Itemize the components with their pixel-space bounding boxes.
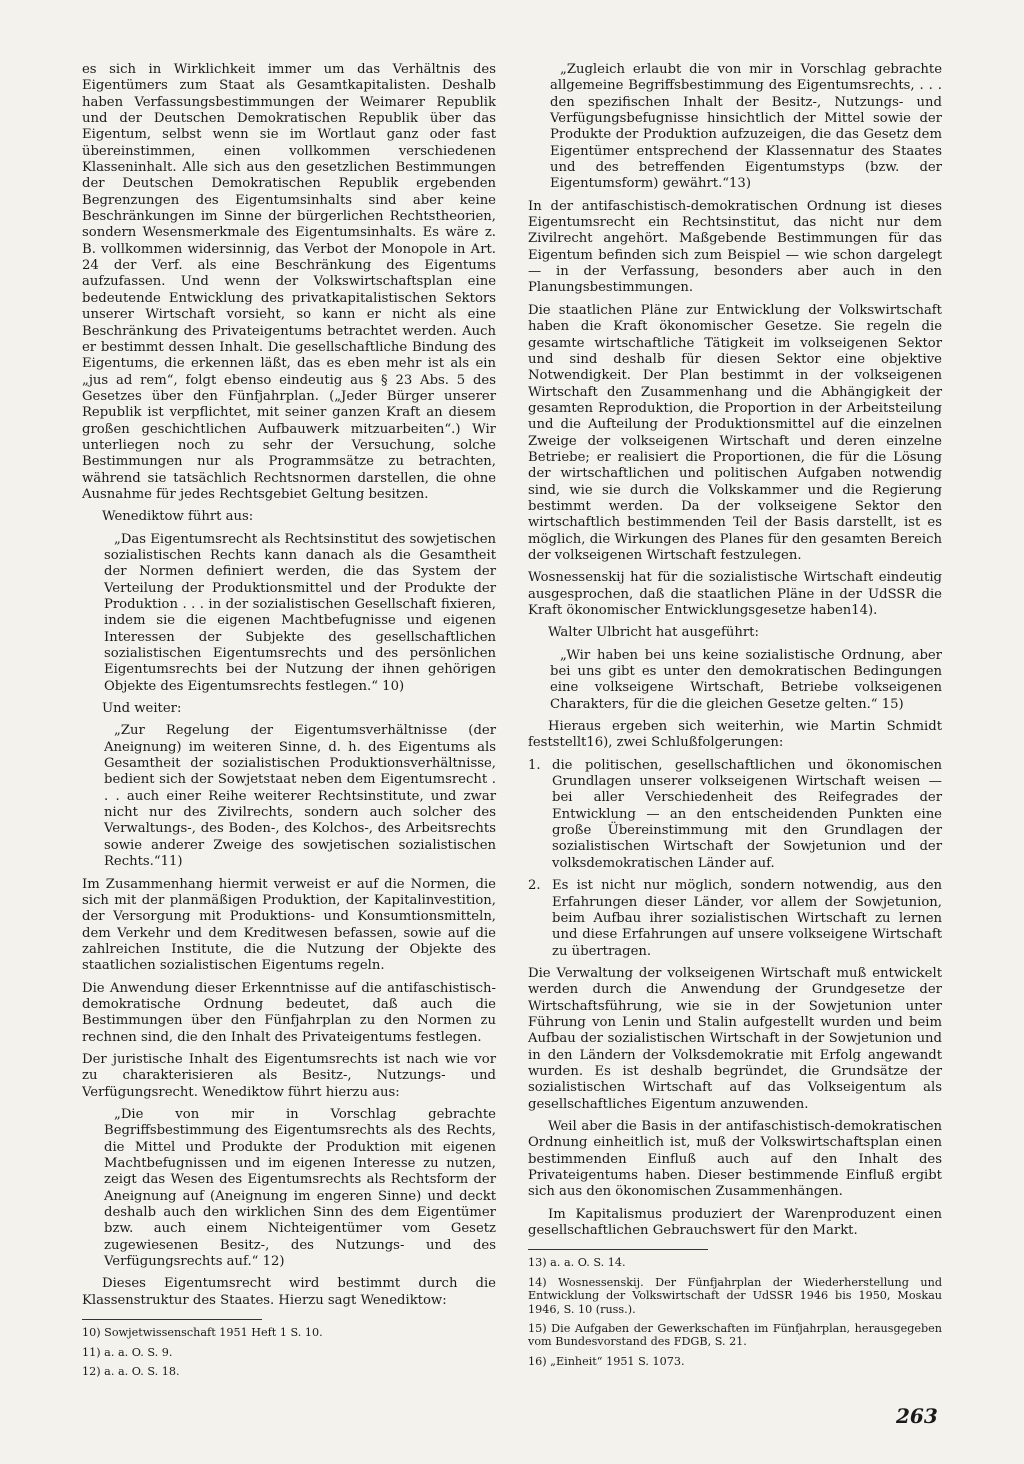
- paragraph: Die Anwendung dieser Erkenntnisse auf die antifaschistisch-demokratische Ordnung bedeutet, daß auch die Bestimmungen über den Fünfjahrplan zu den Normen zu rechnen sind, die den Inhalt des Privateigentums festlegen.: [82, 980, 496, 1045]
- page-number: 263: [896, 1404, 938, 1428]
- list-text: die politischen, gesellschaftlichen und ökonomischen Grundlagen unserer volkseigenen Wirtschaft weisen — bei aller Verschiedenheit des Reifegrades der Entwicklung — an den entscheidenden Punkten eine große Übereinstimmung mit den Grundlagen der sozialistischen Wirtschaft der Sowjetunion und der volksdemokratischen Länder auf.: [552, 757, 942, 871]
- footnote: 13) a. a. O. S. 14.: [528, 1256, 626, 1270]
- paragraph: Im Zusammenhang hiermit verweist er auf die Normen, die sich mit der planmäßigen Produktion, der Kapitalinvestition, der Versorgung mit Produktions- und Konsumtionsmitteln, dem Verkehr und dem Kreditwesen befassen, sowie auf die zahlreichen Institute, die die Nutzung der Objekte des staatlichen sozialistischen Eigentums regeln.: [82, 876, 496, 974]
- footnote: 10) Sowjetwissenschaft 1951 Heft 1 S. 10.: [82, 1326, 323, 1340]
- list-item: [528, 758, 942, 872]
- footnote-rule: [82, 1319, 262, 1320]
- list-number: 2.: [528, 878, 541, 894]
- block-quote: „Das Eigentumsrecht als Rechtsinstitut des sowjetischen sozialistischen Rechts kann danach als die Gesamtheit der Normen definiert werden, die das System der Verteilung der Produktionsmittel und der Produkte der Produktion . . . in der sozialistischen Gesellschaft fixieren, indem sie die eigenen Machtbefugnisse und eigenen Interessen der Subjekte des gesellschaftlichen sozialistischen Eigentumsrechts und des persönlichen Eigentumsrechts bei der Nutzung der ihnen gehörigen Objekte des Eigentumsrechts festlegen.“ 10): [104, 531, 496, 694]
- paragraph: Walter Ulbricht hat ausgeführt:: [548, 625, 759, 641]
- paragraph: Weil aber die Basis in der antifaschistisch-demokratischen Ordnung einheitlich ist, muß der Volkswirtschaftsplan einen bestimmenden Einfluß auch auf den Inhalt des Privateigentums haben. Dieser bestimmende Einfluß ergibt sich aus den ökonomischen Zusammenhängen.: [528, 1118, 942, 1200]
- paragraph: Wenediktow führt aus:: [102, 509, 254, 525]
- paragraph: In der antifaschistisch-demokratischen Ordnung ist dieses Eigentumsrecht ein Rechtsinstitut, das nicht nur dem Zivilrecht angehört. Maßgebende Bestimmungen für das Eigentum befinden sich zum Beispiel — wie schon dargelegt — in der Verfassung, besonders aber auch in den Planungsbestimmungen.: [528, 198, 942, 296]
- left-column: [82, 62, 496, 1384]
- paragraph: Wosnessenskij hat für die sozialistische Wirtschaft eindeutig ausgesprochen, daß die staatlichen Pläne in der UdSSR die Kraft ökonomischer Entwicklungsgesetze haben14).: [528, 570, 942, 618]
- block-quote: „Zur Regelung der Eigentumsverhältnisse (der Aneignung) im weiteren Sinne, d. h. des Eigentums als Gesamtheit der sozialistischen Produktionsverhältnisse, bedient sich der Sowjetstaat neben dem Eigentumsrecht . . . auch einer Reihe weiterer Rechtsinstitute, und zwar nicht nur des Zivilrechts, sondern auch solcher des Verwaltungs-, des Boden-, des Kolchos-, des Arbeitsrechts sowie anderer Zweige des sowjetischen sozialistischen Rechts.“11): [104, 723, 496, 870]
- paragraph: Die staatlichen Pläne zur Entwicklung der Volkswirtschaft haben die Kraft ökonomischer Gesetze. Sie regeln die gesamte wirtschaftliche Tätigkeit im volkseigenen Sektor und sind deshalb für diesen Sektor eine objektive Notwendigkeit. Der Plan bestimmt in der volkseigenen Wirtschaft den Zusammenhang und die Abhängigkeit der gesamten Reproduktion, die Proportion in der Arbeitsteilung und die Aufteilung der Produktionsmittel auf die einzelnen Zweige der volkseigenen Wirtschaft und deren einzelne Betriebe; er realisiert die Proportionen, die für die Lösung der wirtschaftlichen und politischen Aufgaben notwendig sind, wie sie durch die Volkskammer und die Regierung bestimmt werden. Da der volkseigene Sektor den wirtschaftlich bestimmenden Teil der Basis darstellt, ist es möglich, die Wirkungen des Planes für den gesamten Bereich der volkseigenen Wirtschaft festzulegen.: [528, 302, 942, 563]
- block-quote: „Wir haben bei uns keine sozialistische Ordnung, aber bei uns gibt es unter den demokratischen Bedingungen eine volkseigene Wirtschaft, Betriebe volkseigenen Charakters, für die die gleichen Gesetze gelten.“ 15): [550, 647, 942, 712]
- footnote: 16) „Einheit“ 1951 S. 1073.: [528, 1354, 685, 1368]
- paragraph: es sich in Wirklichkeit immer um das Verhältnis des Eigentümers zum Staat als Gesamtkapitalisten. Deshalb haben Verfassungsbestimmungen der Weimarer Republik und der Deutschen Demokratischen Republik über das Eigentum, selbst wenn sie im Wortlaut ganz oder fast übereinstimmen, einen vollkommen verschiedenen Klasseninhalt. Alle sich aus den gesetzlichen Bestimmungen der Deutschen Demokratischen Republik ergebenden Begrenzungen des Eigentumsinhalts sind aber keine Beschränkungen im Sinne der bürgerlichen Rechtstheorien, sondern Wesensmerkmale des Eigentumsinhalts. Es wäre z. B. vollkommen widersinnig, das Verbot der Monopole in Art. 24 der Verf. als eine Beschränkung des Eigentums aufzufassen. Und wenn der Volkswirtschaftsplan eine bedeutende Entwicklung des privatkapitalistischen Sektors unserer Wirtschaft vorsieht, so kann er nicht als eine Beschränkung des Privateigentums betrachtet werden. Auch er bestimmt dessen Inhalt. Die gesellschaftliche Bindung des Eigentums, die erkennen läßt, das es eben mehr ist als ein „jus ad rem“, folgt ebenso eindeutig aus § 23 Abs. 5 des Gesetzes über den Fünfjahrplan. („Jeder Bürger unserer Republik ist verpflichtet, mit seiner ganzen Kraft an diesem großen geschichtlichen Aufbauwerk mitzuarbeiten“.) Wir unterliegen noch zu sehr der Versuchung, solche Bestimmungen nur als Programmsätze zu betrachten, während sie tatsächlich Rechtsnormen darstellen, die ohne Ausnahme für jedes Rechtsgebiet Geltung besitzen.: [82, 62, 496, 502]
- paragraph: Der juristische Inhalt des Eigentumsrechts ist nach wie vor zu charakterisieren als Besitz-, Nutzungs- und Verfügungsrecht. Wenediktow führt hierzu aus:: [82, 1051, 496, 1100]
- list-number: 1.: [528, 757, 541, 773]
- footnote: 14) Wosnessenskij. Der Fünfjahrplan der Wiederherstellung und Entwicklung der Volkswirtschaft der UdSSR 1946 bis 1950, Moskau 1946, S. 10 (russ.).: [528, 1275, 942, 1316]
- footnote-rule: [528, 1249, 708, 1250]
- list-item: [528, 878, 942, 960]
- footnote: 12) a. a. O. S. 18.: [82, 1364, 180, 1378]
- footnotes-left: [82, 1319, 496, 1378]
- right-column: [528, 62, 942, 1374]
- paragraph: Dieses Eigentumsrecht wird bestimmt durch die Klassenstruktur des Staates. Hierzu sagt Wenediktow:: [82, 1276, 496, 1308]
- block-quote: „Zugleich erlaubt die von mir in Vorschlag gebrachte allgemeine Begriffsbestimmung des Eigentumsrechts, . . . den spezifischen Inhalt der Besitz-, Nutzungs- und Verfügungsbefugnisse hinsichtlich der Mittel sowie der Produkte der Produktion aufzuzeigen, die das Gesetz dem Eigentümer entsprechend der Klassennatur des Staates und des betreffenden Eigentumstyps (bzw. der Eigentumsform) gewährt.“13): [550, 62, 942, 192]
- paragraph: Die Verwaltung der volkseigenen Wirtschaft muß entwickelt werden durch die Anwendung der Grundgesetze der Wirtschaftsführung, wie sie in der Sowjetunion unter Führung von Lenin und Stalin aufgestellt wurden und beim Aufbau der sozialistischen Wirtschaft in der Sowjetunion und in den Ländern der Volksdemokratie mit Erfolg angewandt wurden. Es ist deshalb begründet, die Grundsätze der sozialistischen Wirtschaft auf das Volkseigentum als gesellschaftliches Eigentum anzuwenden.: [528, 965, 942, 1112]
- paragraph: Und weiter:: [102, 701, 182, 717]
- footnote: 11) a. a. O. S. 9.: [82, 1345, 173, 1359]
- footnote: 15) Die Aufgaben der Gewerkschaften im Fünfjahrplan, herausgegeben vom Bundesvorstand des FDGB, S. 21.: [528, 1322, 942, 1349]
- paragraph: Im Kapitalismus produziert der Warenproduzent einen gesellschaftlichen Gebrauchswert für den Markt.: [528, 1206, 942, 1239]
- paragraph: Hieraus ergeben sich weiterhin, wie Martin Schmidt feststellt16), zwei Schlußfolgerungen:: [528, 719, 942, 751]
- list-text: Es ist nicht nur möglich, sondern notwendig, aus den Erfahrungen dieser Länder, vor allem der Sowjetunion, beim Aufbau ihrer sozialistischen Wirtschaft zu lernen und diese Erfahrungen auf unsere volkseigene Wirtschaft zu übertragen.: [552, 878, 942, 959]
- footnotes-right: [528, 1249, 942, 1368]
- block-quote: „Die von mir in Vorschlag gebrachte Begriffsbestimmung des Eigentumsrechts als des Rechts, die Mittel und Produkte der Produktion mit eigenen Machtbefugnissen und im eigenen Interesse zu nutzen, zeigt das Wesen des Eigentumsrechts als Rechtsform der Aneignung auf (Aneignung im engeren Sinne) und deckt deshalb auch den wirklichen Sinn des dem Eigentümer bzw. auch einem Nichteigentümer vom Gesetz zugewiesenen Besitz-, des Nutzungs- und des Verfügungsrechts auf.“ 12): [104, 1106, 496, 1270]
